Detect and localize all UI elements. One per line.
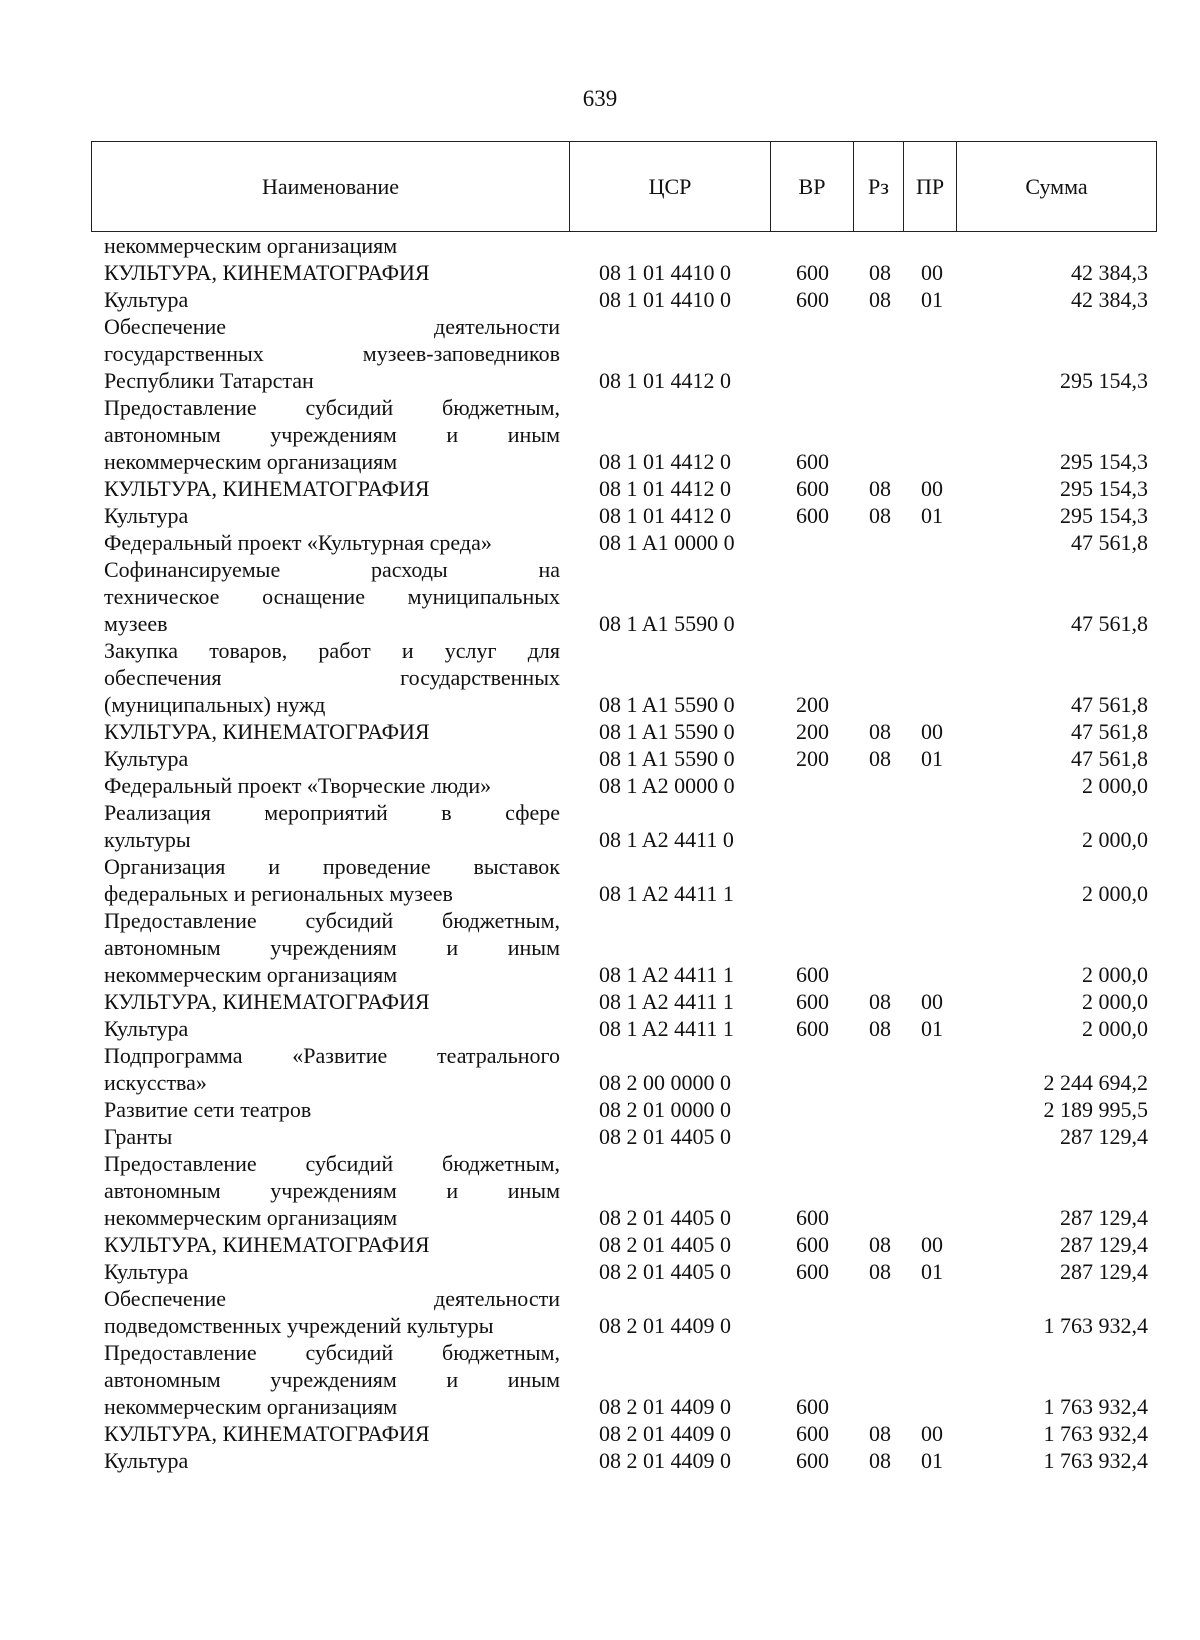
row-sum: 1 763 932,4 xyxy=(1043,1448,1148,1473)
row-name-line: некоммерческим организациям xyxy=(104,1394,398,1419)
row-name xyxy=(104,286,560,313)
row-rz: 08 xyxy=(869,1259,891,1284)
row-name-line: Реализация мероприятий в сфере xyxy=(104,800,560,825)
row-name-line: некоммерческим организациям xyxy=(104,962,398,987)
row-sum: 2 244 694,2 xyxy=(1043,1070,1148,1095)
row-name-line: государственных музеев-заповедников xyxy=(104,341,560,366)
row-name-line: музеев xyxy=(104,611,168,636)
table-row xyxy=(0,394,1200,475)
row-name xyxy=(104,1150,560,1231)
row-csr: 08 1 A1 5590 0 xyxy=(599,611,735,636)
row-csr: 08 2 01 4405 0 xyxy=(599,1259,731,1284)
row-name xyxy=(104,799,560,853)
table-row xyxy=(0,232,1200,259)
row-csr: 08 1 A1 5590 0 xyxy=(599,719,735,744)
row-name-line: искусства» xyxy=(104,1070,207,1095)
row-pr: 01 xyxy=(921,503,943,528)
row-name xyxy=(104,1285,560,1339)
row-csr: 08 2 01 4409 0 xyxy=(599,1421,731,1446)
row-name-line: КУЛЬТУРА, КИНЕМАТОГРАФИЯ xyxy=(104,719,430,744)
row-name xyxy=(104,259,560,286)
column-header-pr: ПР xyxy=(904,142,957,231)
row-rz: 08 xyxy=(869,989,891,1014)
row-csr: 08 1 01 4410 0 xyxy=(599,287,731,312)
row-vr: 600 xyxy=(796,1205,829,1230)
row-name xyxy=(104,502,560,529)
row-sum: 287 129,4 xyxy=(1060,1259,1148,1284)
row-pr: 00 xyxy=(921,989,943,1014)
row-name xyxy=(104,394,560,475)
table-row xyxy=(0,556,1200,637)
row-vr: 600 xyxy=(796,962,829,987)
table-row xyxy=(0,475,1200,502)
row-csr: 08 2 01 4409 0 xyxy=(599,1448,731,1473)
row-vr: 600 xyxy=(796,1016,829,1041)
table-row xyxy=(0,1231,1200,1258)
table-row xyxy=(0,1339,1200,1420)
row-sum: 42 384,3 xyxy=(1071,260,1148,285)
column-header-rz: Рз xyxy=(854,142,904,231)
row-name xyxy=(104,475,560,502)
row-csr: 08 1 A1 0000 0 xyxy=(599,530,735,555)
row-name-line: Культура xyxy=(104,287,189,312)
row-vr: 200 xyxy=(796,719,829,744)
row-name-line: Обеспечение деятельности xyxy=(104,1286,560,1311)
row-name-line: Федеральный проект «Культурная среда» xyxy=(104,530,492,555)
row-name-line: обеспечения государственных xyxy=(104,665,560,690)
row-csr: 08 2 01 0000 0 xyxy=(599,1097,731,1122)
row-rz: 08 xyxy=(869,746,891,771)
row-name-line: Софинансируемые расходы на xyxy=(104,557,560,582)
row-name xyxy=(104,718,560,745)
row-name-line: автономным учреждениям и иным xyxy=(104,422,560,447)
row-name xyxy=(104,745,560,772)
row-rz: 08 xyxy=(869,1421,891,1446)
table-row xyxy=(0,772,1200,799)
table-row xyxy=(0,637,1200,718)
row-name-line: автономным учреждениям и иным xyxy=(104,935,560,960)
row-name-line: Республики Татарстан xyxy=(104,368,314,393)
row-sum: 295 154,3 xyxy=(1060,476,1148,501)
row-sum: 287 129,4 xyxy=(1060,1232,1148,1257)
row-name-line: Культура xyxy=(104,1448,189,1473)
row-pr: 00 xyxy=(921,719,943,744)
row-sum: 47 561,8 xyxy=(1071,692,1148,717)
row-csr: 08 1 A2 4411 1 xyxy=(599,1016,734,1041)
row-sum: 2 000,0 xyxy=(1082,962,1148,987)
table-row xyxy=(0,1420,1200,1447)
row-name-line: подведомственных учреждений культуры xyxy=(104,1313,494,1338)
table-row xyxy=(0,745,1200,772)
row-name-line: некоммерческим организациям xyxy=(104,1205,398,1230)
row-name-line: автономным учреждениям и иным xyxy=(104,1178,560,1203)
row-sum: 2 000,0 xyxy=(1082,827,1148,852)
row-sum: 295 154,3 xyxy=(1060,503,1148,528)
row-name xyxy=(104,1258,560,1285)
row-vr: 600 xyxy=(796,1232,829,1257)
table-row xyxy=(0,1285,1200,1339)
row-csr: 08 2 01 4405 0 xyxy=(599,1205,731,1230)
row-csr: 08 1 01 4412 0 xyxy=(599,503,731,528)
row-name-line: Культура xyxy=(104,1016,189,1041)
table-row xyxy=(0,1150,1200,1231)
row-sum: 2 189 995,5 xyxy=(1043,1097,1148,1122)
row-vr: 600 xyxy=(796,1394,829,1419)
table-row xyxy=(0,313,1200,394)
row-csr: 08 1 01 4412 0 xyxy=(599,368,731,393)
row-csr: 08 2 00 0000 0 xyxy=(599,1070,731,1095)
row-name-line: Подпрограмма «Развитие театрального xyxy=(104,1043,560,1068)
row-csr: 08 2 01 4405 0 xyxy=(599,1232,731,1257)
row-name-line: Гранты xyxy=(104,1124,173,1149)
row-name-line: Развитие сети театров xyxy=(104,1097,312,1122)
table-row xyxy=(0,1096,1200,1123)
row-rz: 08 xyxy=(869,476,891,501)
column-header-vr: ВР xyxy=(771,142,854,231)
row-sum: 42 384,3 xyxy=(1071,287,1148,312)
row-name-line: Культура xyxy=(104,746,189,771)
row-pr: 00 xyxy=(921,1232,943,1257)
row-name-line: (муниципальных) нужд xyxy=(104,692,326,717)
row-sum: 295 154,3 xyxy=(1060,449,1148,474)
row-pr: 01 xyxy=(921,1448,943,1473)
row-vr: 600 xyxy=(796,287,829,312)
table-row xyxy=(0,799,1200,853)
row-name-line: Культура xyxy=(104,503,189,528)
row-csr: 08 2 01 4409 0 xyxy=(599,1394,731,1419)
row-pr: 00 xyxy=(921,260,943,285)
row-vr: 600 xyxy=(796,1448,829,1473)
row-vr: 600 xyxy=(796,476,829,501)
page-number: 639 xyxy=(582,86,618,111)
row-name xyxy=(104,1339,560,1420)
row-name xyxy=(104,1096,560,1123)
row-sum: 287 129,4 xyxy=(1060,1205,1148,1230)
row-csr: 08 1 A2 4411 1 xyxy=(599,962,734,987)
row-rz: 08 xyxy=(869,1448,891,1473)
row-name-line: Организация и проведение выставок xyxy=(104,854,560,879)
row-name-line: Федеральный проект «Творческие люди» xyxy=(104,773,492,798)
table-row xyxy=(0,502,1200,529)
row-sum: 2 000,0 xyxy=(1082,989,1148,1014)
row-csr: 08 2 01 4405 0 xyxy=(599,1124,731,1149)
row-sum: 2 000,0 xyxy=(1082,881,1148,906)
row-rz: 08 xyxy=(869,1232,891,1257)
row-name-line: КУЛЬТУРА, КИНЕМАТОГРАФИЯ xyxy=(104,260,430,285)
row-vr: 200 xyxy=(796,692,829,717)
row-name-line: КУЛЬТУРА, КИНЕМАТОГРАФИЯ xyxy=(104,1421,430,1446)
row-rz: 08 xyxy=(869,719,891,744)
row-csr: 08 2 01 4409 0 xyxy=(599,1313,731,1338)
row-rz: 08 xyxy=(869,503,891,528)
row-csr: 08 1 A2 4411 0 xyxy=(599,827,734,852)
row-vr: 600 xyxy=(796,449,829,474)
row-sum: 1 763 932,4 xyxy=(1043,1394,1148,1419)
table-row xyxy=(0,259,1200,286)
row-sum: 2 000,0 xyxy=(1082,773,1148,798)
row-sum: 1 763 932,4 xyxy=(1043,1421,1148,1446)
row-name xyxy=(104,1123,560,1150)
table-row xyxy=(0,1258,1200,1285)
row-csr: 08 1 A2 4411 1 xyxy=(599,989,734,1014)
row-name xyxy=(104,637,560,718)
column-header-csr: ЦСР xyxy=(570,142,771,231)
row-sum: 295 154,3 xyxy=(1060,368,1148,393)
row-vr: 600 xyxy=(796,260,829,285)
row-sum: 47 561,8 xyxy=(1071,611,1148,636)
row-sum: 47 561,8 xyxy=(1071,746,1148,771)
row-name-line: Обеспечение деятельности xyxy=(104,314,560,339)
row-name-line: КУЛЬТУРА, КИНЕМАТОГРАФИЯ xyxy=(104,476,430,501)
table-header xyxy=(91,141,1157,232)
row-name xyxy=(104,529,560,556)
row-sum: 1 763 932,4 xyxy=(1043,1313,1148,1338)
row-vr: 600 xyxy=(796,1421,829,1446)
row-name-line: некоммерческим организациям xyxy=(104,449,398,474)
row-pr: 01 xyxy=(921,287,943,312)
row-sum: 287 129,4 xyxy=(1060,1124,1148,1149)
row-vr: 200 xyxy=(796,746,829,771)
row-name-line: Предоставление субсидий бюджетным, xyxy=(104,1151,560,1176)
row-sum: 47 561,8 xyxy=(1071,719,1148,744)
row-pr: 00 xyxy=(921,1421,943,1446)
row-csr: 08 1 01 4412 0 xyxy=(599,449,731,474)
row-csr: 08 1 01 4412 0 xyxy=(599,476,731,501)
row-csr: 08 1 A1 5590 0 xyxy=(599,692,735,717)
row-name xyxy=(104,1447,560,1474)
row-csr: 08 1 A2 0000 0 xyxy=(599,773,735,798)
row-name xyxy=(104,1231,560,1258)
row-pr: 00 xyxy=(921,476,943,501)
row-csr: 08 1 01 4410 0 xyxy=(599,260,731,285)
row-csr: 08 1 A2 4411 1 xyxy=(599,881,734,906)
row-name xyxy=(104,853,560,907)
table-row xyxy=(0,907,1200,988)
table-row xyxy=(0,1015,1200,1042)
table-row xyxy=(0,1042,1200,1096)
table-row xyxy=(0,529,1200,556)
row-vr: 600 xyxy=(796,1259,829,1284)
row-name-line: культуры xyxy=(104,827,191,852)
row-csr: 08 1 A1 5590 0 xyxy=(599,746,735,771)
row-sum: 2 000,0 xyxy=(1082,1016,1148,1041)
row-vr: 600 xyxy=(796,989,829,1014)
row-vr: 600 xyxy=(796,503,829,528)
table-row xyxy=(0,1123,1200,1150)
row-rz: 08 xyxy=(869,260,891,285)
row-name xyxy=(104,1420,560,1447)
row-name-line: КУЛЬТУРА, КИНЕМАТОГРАФИЯ xyxy=(104,1232,430,1257)
table-row xyxy=(0,853,1200,907)
column-header-name: Наименование xyxy=(92,142,570,231)
row-name-line: автономным учреждениям и иным xyxy=(104,1367,560,1392)
row-pr: 01 xyxy=(921,1259,943,1284)
row-name-line: Предоставление субсидий бюджетным, xyxy=(104,395,560,420)
row-name-line: Предоставление субсидий бюджетным, xyxy=(104,1340,560,1365)
row-name xyxy=(104,1015,560,1042)
row-name xyxy=(104,1042,560,1096)
row-pr: 01 xyxy=(921,1016,943,1041)
row-name-line: Культура xyxy=(104,1259,189,1284)
table-row xyxy=(0,988,1200,1015)
row-name xyxy=(104,907,560,988)
table-body xyxy=(0,232,1200,1474)
row-name-line: КУЛЬТУРА, КИНЕМАТОГРАФИЯ xyxy=(104,989,430,1014)
row-rz: 08 xyxy=(869,287,891,312)
row-sum: 47 561,8 xyxy=(1071,530,1148,555)
row-name xyxy=(104,232,560,259)
column-header-sum: Сумма xyxy=(1025,173,1088,199)
row-name xyxy=(104,772,560,799)
row-name-line: федеральных и региональных музеев xyxy=(104,881,453,906)
table-row xyxy=(0,286,1200,313)
table-row xyxy=(0,1447,1200,1474)
row-name xyxy=(104,988,560,1015)
row-name xyxy=(104,313,560,394)
row-pr: 01 xyxy=(921,746,943,771)
row-name-line: Закупка товаров, работ и услуг для xyxy=(104,638,560,663)
row-name-line: некоммерческим организациям xyxy=(104,233,398,258)
row-name xyxy=(104,556,560,637)
row-name-line: Предоставление субсидий бюджетным, xyxy=(104,908,560,933)
row-rz: 08 xyxy=(869,1016,891,1041)
table-row xyxy=(0,718,1200,745)
row-name-line: техническое оснащение муниципальных xyxy=(104,584,560,609)
